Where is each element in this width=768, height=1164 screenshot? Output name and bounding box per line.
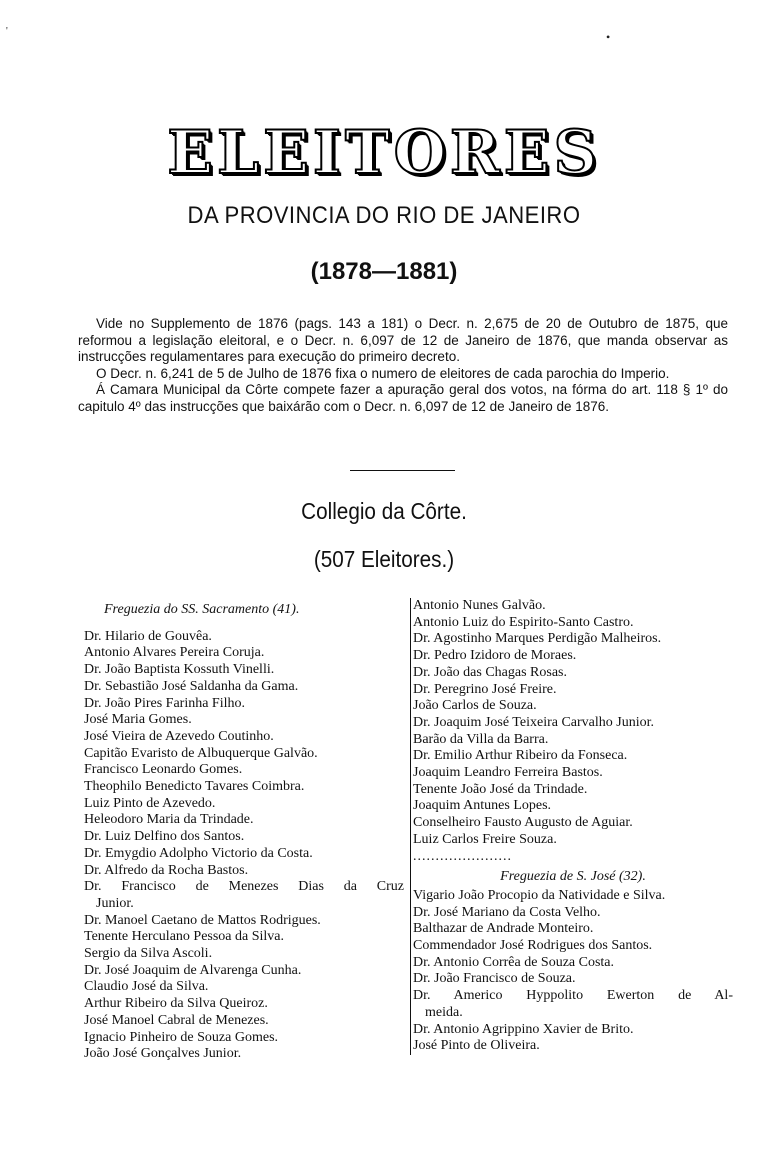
list-item: Dr. Alfredo da Rocha Bastos. (84, 862, 249, 878)
list-item: Dr. João das Chagas Rosas. (413, 664, 567, 680)
page-subtitle: DA PROVINCIA DO RIO DE JANEIRO (187, 202, 581, 229)
list-item: Dr. Hilario de Gouvêa. (84, 628, 212, 644)
list-item: Dr. Peregrino José Freire. (413, 681, 557, 697)
right-column (410, 598, 733, 1055)
list-item: Dr. Manoel Caetano de Mattos Rodrigues. (84, 912, 321, 928)
list-item: Dr. João Baptista Kossuth Vinelli. (84, 662, 275, 678)
list-item: Dr. Luiz Delfino dos Santos. (84, 829, 245, 845)
list-item-continuation: meida. (425, 1004, 463, 1020)
list-item: Tenente João José da Trindade. (413, 781, 588, 797)
list-item: Vigario João Procopio da Natividade e Silva. (413, 887, 666, 903)
list-item: Dr. Francisco de Menezes Dias da Cruz (84, 879, 404, 895)
list-item: Joaquim Antunes Lopes. (413, 798, 552, 814)
list-item: Heleodoro Maria da Trindade. (84, 812, 254, 828)
list-item: Dr. Joaquim José Teixeira Carvalho Junior. (413, 714, 655, 730)
list-item: Barão da Villa da Barra. (413, 731, 549, 747)
elector-count: (507 Eleitores.) (313, 546, 455, 572)
list-item: Capitão Evaristo de Albuquerque Galvão. (84, 745, 318, 761)
list-item: José Pinto de Oliveira. (413, 1038, 540, 1054)
list-item: Dr. Emygdio Adolpho Victorio da Costa. (84, 845, 313, 861)
margin-mark-right: • (606, 30, 611, 44)
list-item: Dr. Pedro Izidoro de Moraes. (413, 648, 577, 664)
list-item: José Manoel Cabral de Menezes. (84, 1012, 269, 1028)
intro-paragraph-2: O Decr. n. 6,241 de 5 de Julho de 1876 fixa o numero de eleitores de cada parochia do Imperio. (96, 365, 670, 381)
list-item-continuation: Junior. (96, 895, 134, 911)
list-item: Dr. Sebastião José Saldanha da Gama. (84, 678, 299, 694)
list-item: Tenente Herculano Pessoa da Silva. (84, 929, 285, 945)
list-item: Conselheiro Fausto Augusto de Aguiar. (413, 815, 633, 831)
parish-heading-sao-jose: Freguezia de S. José (32). (500, 869, 646, 885)
list-item: João José Gonçalves Junior. (84, 1046, 242, 1062)
college-heading: Collegio da Côrte. (301, 498, 467, 524)
list-item: Commendador José Rodrigues dos Santos. (413, 938, 653, 954)
list-item: Antonio Luiz do Espirito-Santo Castro. (413, 614, 634, 630)
list-item: Joaquim Leandro Ferreira Bastos. (413, 765, 603, 781)
list-item: Dr. Antonio Corrêa de Souza Costa. (413, 954, 615, 970)
left-column (84, 600, 404, 1063)
intro-notes (78, 316, 728, 416)
page-title: ELEITORES (167, 118, 601, 188)
section-divider (350, 470, 455, 471)
list-item: Dr. José Joaquim de Alvarenga Cunha. (84, 962, 302, 978)
list-item: Dr. Agostinho Marques Perdigão Malheiros. (413, 631, 662, 647)
list-item: Dr. João Pires Farinha Filho. (84, 695, 245, 711)
list-item: João Carlos de Souza. (413, 698, 537, 714)
list-item: Dr. Emilio Arthur Ribeiro da Fonseca. (413, 748, 628, 764)
list-item: Francisco Leonardo Gomes. (84, 762, 243, 778)
list-item: Antonio Alvares Pereira Coruja. (84, 645, 265, 661)
year-range: (1878—1881) (310, 258, 458, 285)
list-item: Dr. Antonio Agrippino Xavier de Brito. (413, 1021, 634, 1037)
list-item: Theophilo Benedicto Tavares Coimbra. (84, 779, 305, 795)
list-item: Arthur Ribeiro da Silva Queiroz. (84, 996, 268, 1012)
list-item: Antonio Nunes Galvão. (413, 598, 546, 613)
list-item: Luiz Pinto de Azevedo. (84, 795, 216, 811)
list-item: Dr. Americo Hyppolito Ewerton de Al- (413, 988, 733, 1004)
list-item: Balthazar de Andrade Monteiro. (413, 921, 594, 937)
intro-paragraph-1: Vide no Supplemento de 1876 (pags. 143 a 181) o Decr. n. 2,675 de 20 de Outubro de 1875, que reformou a legislação eleitoral, e o Decr. n. 6,097 de 12 de Janeiro de 1876, que manda observar as instrucções regulamentares para execução do primeiro decreto. (78, 316, 728, 365)
parish-heading-sacramento: Freguezia do SS. Sacramento (41). (104, 602, 300, 617)
list-item: José Vieira de Azevedo Coutinho. (84, 728, 274, 744)
dotted-separator: ...................... (413, 848, 512, 864)
list-item: José Maria Gomes. (84, 712, 192, 728)
intro-paragraph-3: Á Camara Municipal da Côrte compete fazer a apuração geral dos votos, na fórma do art. 118 § 1º do capitulo 4º das instrucções que baixárão com o Decr. n. 6,097 de 12 de Janeiro de 1876. (78, 382, 728, 414)
list-item: Ignacio Pinheiro de Souza Gomes. (84, 1029, 279, 1045)
list-item: Luiz Carlos Freire Souza. (413, 831, 557, 847)
list-item: Sergio da Silva Ascoli. (84, 946, 213, 962)
list-item: Claudio José da Silva. (84, 979, 209, 995)
list-item: Dr. José Mariano da Costa Velho. (413, 904, 601, 920)
list-item: Dr. João Francisco de Souza. (413, 971, 576, 987)
margin-mark-left: ' (6, 26, 8, 37)
